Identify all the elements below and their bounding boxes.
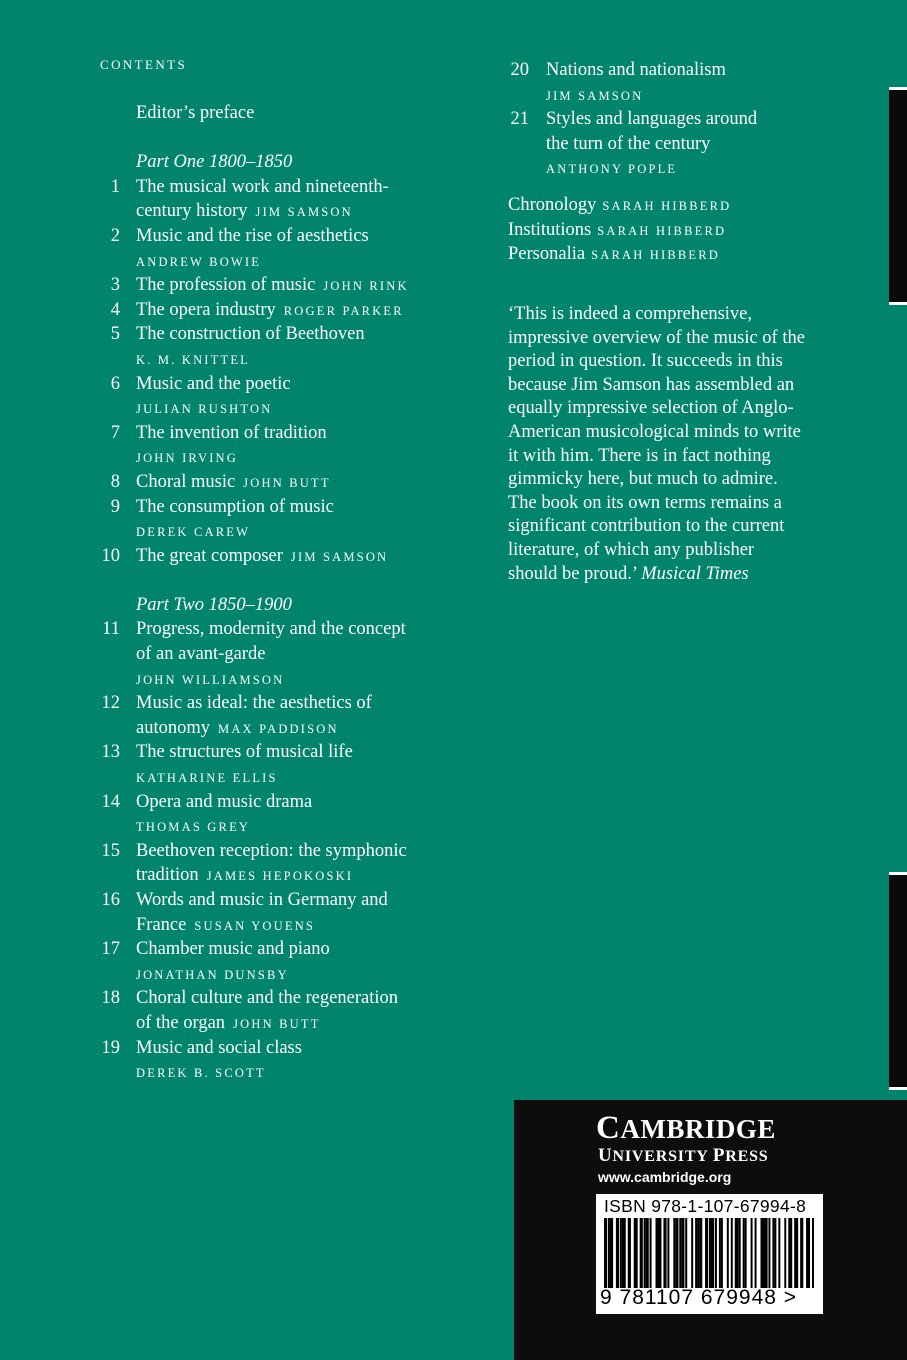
- chapter-title: of an avant-garde: [136, 644, 266, 665]
- chapter-entry-line: [95, 445, 455, 470]
- chapter-entry-line: [95, 986, 455, 1011]
- chapter-author: ROGER PARKER: [283, 303, 404, 318]
- chapter-title: The invention of tradition: [136, 422, 327, 443]
- chapter-title: Words and music in Germany and: [136, 890, 388, 910]
- chapter-number: 18: [101, 988, 120, 1009]
- chapter-entry-line: [95, 691, 455, 716]
- chapter-entry-line: [95, 372, 455, 397]
- back-matter-author: SARAH HIBBERD: [602, 198, 732, 213]
- back-matter-list: [508, 193, 828, 267]
- contents-heading: CONTENTS: [100, 57, 188, 72]
- chapter-number: 2: [110, 225, 120, 246]
- chapter-entry-line: [95, 716, 455, 741]
- chapter-author: JULIAN RUSHTON: [136, 402, 273, 417]
- quote-source: Musical Times: [641, 563, 749, 584]
- part-one-heading: Part One 1800–1850: [136, 152, 293, 173]
- chapter-author: JOHN BUTT: [243, 475, 331, 490]
- part-two-chapters: [95, 617, 455, 1084]
- quote-line: equally impressive selection of Anglo-: [508, 398, 794, 419]
- chapter-number: 13: [101, 742, 120, 763]
- edge-tab-bottom: [889, 872, 907, 1090]
- chapter-author: JIM SAMSON: [546, 88, 644, 103]
- contents-left-column: [95, 101, 455, 1085]
- chapter-entry-line: [95, 273, 455, 298]
- chapter-entry-line: [95, 962, 455, 987]
- chapter-entry-line: [95, 519, 455, 544]
- chapter-number: 3: [110, 275, 120, 296]
- chapter-entry-line: [95, 642, 455, 667]
- chapter-number: 20: [510, 60, 529, 80]
- chapter-title: The consumption of music: [136, 496, 334, 517]
- chapter-author: JIM SAMSON: [290, 549, 389, 564]
- chapter-entry-line: [95, 298, 455, 323]
- chapter-author: ANTHONY POPLE: [546, 162, 678, 177]
- back-matter-author: SARAH HIBBERD: [597, 223, 727, 238]
- chapter-entry-line: [95, 617, 455, 642]
- barcode-label: [596, 1194, 823, 1314]
- chapter-entry-line: [95, 224, 455, 249]
- chapter-number: 9: [110, 496, 120, 517]
- chapter-author: MAX PADDISON: [218, 721, 339, 736]
- chapter-number: 1: [110, 176, 120, 197]
- chapter-author: SUSAN YOUENS: [194, 918, 316, 933]
- chapter-title: France: [136, 914, 187, 935]
- chapter-entry-line: [95, 765, 455, 790]
- chapter-title: The great composer: [136, 545, 283, 566]
- quote-line: ‘This is indeed a comprehensive,: [508, 304, 753, 324]
- contents-right-column: [508, 58, 828, 267]
- chapter-title: Choral music: [136, 471, 236, 492]
- chapter-title: Chamber music and piano: [136, 939, 330, 960]
- chapter-title: the turn of the century: [546, 133, 711, 154]
- quote-line: literature, of which any publisher: [508, 539, 755, 560]
- chapter-title: century history: [136, 201, 248, 222]
- chapter-entry-line: [95, 199, 455, 224]
- quote-line: gimmicky here, but much to admire.: [508, 469, 778, 490]
- chapter-entry-line: [508, 156, 828, 181]
- chapter-entry-line: [508, 132, 828, 157]
- chapter-author: JIM SAMSON: [255, 205, 353, 220]
- chapter-author: JOHN WILLIAMSON: [136, 672, 285, 687]
- back-matter-title: Chronology: [508, 194, 597, 215]
- chapter-entry-line: [95, 937, 455, 962]
- chapter-author: JOHN BUTT: [233, 1016, 321, 1031]
- back-matter-item: [508, 218, 828, 243]
- preface-entry: Editor’s preface: [136, 103, 255, 123]
- chapter-entry-line: [95, 1011, 455, 1036]
- review-quote: [508, 303, 823, 586]
- chapter-title: of the organ: [136, 1012, 226, 1033]
- barcode-icon: [604, 1218, 814, 1288]
- part-two-chapters-cont: [508, 58, 828, 181]
- chapter-title: The opera industry: [136, 299, 276, 320]
- publisher-name: CAMBRIDGE: [596, 1110, 776, 1146]
- quote-line: it with him. There is in fact nothing: [508, 445, 771, 466]
- isbn-text: ISBN 978-1-107-67994-8: [604, 1196, 807, 1216]
- chapter-title: Music as ideal: the aesthetics of: [136, 693, 372, 714]
- chapter-number: 15: [101, 840, 120, 861]
- chapter-entry-line: [95, 249, 455, 274]
- chapter-author: KATHARINE ELLIS: [136, 771, 278, 786]
- chapter-author: JAMES HEPOKOSKI: [206, 869, 354, 884]
- quote-line: because Jim Samson has assembled an: [508, 374, 795, 395]
- back-matter-item: [508, 193, 828, 218]
- back-matter-author: SARAH HIBBERD: [591, 248, 721, 263]
- chapter-number: 6: [110, 373, 120, 394]
- chapter-entry-line: [95, 863, 455, 888]
- part-one-chapters: [95, 175, 455, 569]
- chapter-title: Choral culture and the regeneration: [136, 988, 398, 1009]
- chapter-title: Music and social class: [136, 1037, 302, 1058]
- chapter-number: 12: [101, 693, 120, 714]
- chapter-number: 14: [101, 791, 120, 812]
- chapter-number: 11: [102, 619, 120, 640]
- back-matter-title: Institutions: [508, 219, 592, 240]
- chapter-author: THOMAS GREY: [136, 820, 251, 835]
- chapter-number: 16: [101, 890, 120, 910]
- edge-tab-top: [889, 87, 907, 305]
- chapter-author: ANDREW BOWIE: [136, 254, 262, 269]
- chapter-title: The structures of musical life: [136, 742, 353, 763]
- chapter-title: Styles and languages around: [546, 109, 758, 130]
- chapter-number: 21: [510, 109, 529, 130]
- chapter-title: tradition: [136, 865, 199, 886]
- chapter-author: JOHN RINK: [323, 279, 409, 294]
- chapter-entry-line: [95, 814, 455, 839]
- chapter-title: Music and the poetic: [136, 373, 291, 394]
- quote-line: should be proud.’ Musical Times: [508, 563, 749, 584]
- chapter-number: 19: [101, 1037, 120, 1058]
- chapter-author: JOHN IRVING: [136, 451, 239, 466]
- publisher-subtitle: UNIVERSITY PRESS: [598, 1145, 769, 1166]
- chapter-number: 4: [110, 299, 120, 320]
- chapter-entry-line: [95, 470, 455, 495]
- chapter-entry-line: [95, 740, 455, 765]
- chapter-entry-line: [95, 1060, 455, 1085]
- chapter-title: autonomy: [136, 717, 210, 738]
- chapter-entry-line: [95, 839, 455, 864]
- chapter-entry-line: [95, 888, 455, 913]
- chapter-entry-line: [95, 421, 455, 446]
- chapter-entry-line: [95, 322, 455, 347]
- chapter-author: DEREK CAREW: [136, 525, 251, 540]
- chapter-entry-line: [95, 495, 455, 520]
- chapter-title: Progress, modernity and the concept: [136, 619, 406, 640]
- chapter-title: Nations and nationalism: [546, 60, 726, 80]
- barcode-digits: 9 781107 679948 >: [600, 1286, 798, 1309]
- chapter-number: 8: [110, 471, 120, 492]
- chapter-number: 17: [101, 939, 120, 960]
- chapter-entry-line: [95, 396, 455, 421]
- chapter-author: JONATHAN DUNSBY: [136, 967, 289, 982]
- quote-line: American musicological minds to write: [508, 421, 801, 442]
- publisher-url: www.cambridge.org: [598, 1169, 732, 1185]
- chapter-entry-line: [95, 544, 455, 569]
- chapter-entry-line: [95, 790, 455, 815]
- chapter-number: 5: [110, 324, 120, 345]
- chapter-number: 7: [110, 422, 120, 443]
- chapter-entry-line: [508, 107, 828, 132]
- chapter-title: The musical work and nineteenth-: [136, 176, 389, 197]
- chapter-entry-line: [508, 83, 828, 108]
- quote-line: period in question. It succeeds in this: [508, 351, 783, 372]
- chapter-number: 10: [101, 545, 120, 566]
- chapter-title: The construction of Beethoven: [136, 324, 365, 345]
- chapter-title: The profession of music: [136, 275, 316, 296]
- chapter-entry-line: [95, 1036, 455, 1061]
- chapter-title: Music and the rise of aesthetics: [136, 225, 369, 246]
- chapter-author: DEREK B. SCOTT: [136, 1066, 266, 1081]
- chapter-entry-line: [95, 175, 455, 200]
- quote-line: The book on its own terms remains a: [508, 492, 782, 513]
- chapter-entry-line: [95, 667, 455, 692]
- back-matter-item: [508, 242, 828, 267]
- part-two-heading: Part Two 1850–1900: [136, 594, 292, 615]
- back-matter-title: Personalia: [508, 244, 586, 265]
- quote-line: significant contribution to the current: [508, 516, 785, 537]
- chapter-entry-line: [95, 913, 455, 938]
- chapter-title: Opera and music drama: [136, 791, 313, 812]
- chapter-entry-line: [508, 58, 828, 83]
- chapter-entry-line: [95, 347, 455, 372]
- quote-line: impressive overview of the music of the: [508, 327, 805, 348]
- chapter-title: Beethoven reception: the symphonic: [136, 840, 407, 861]
- chapter-author: K. M. KNITTEL: [136, 352, 251, 367]
